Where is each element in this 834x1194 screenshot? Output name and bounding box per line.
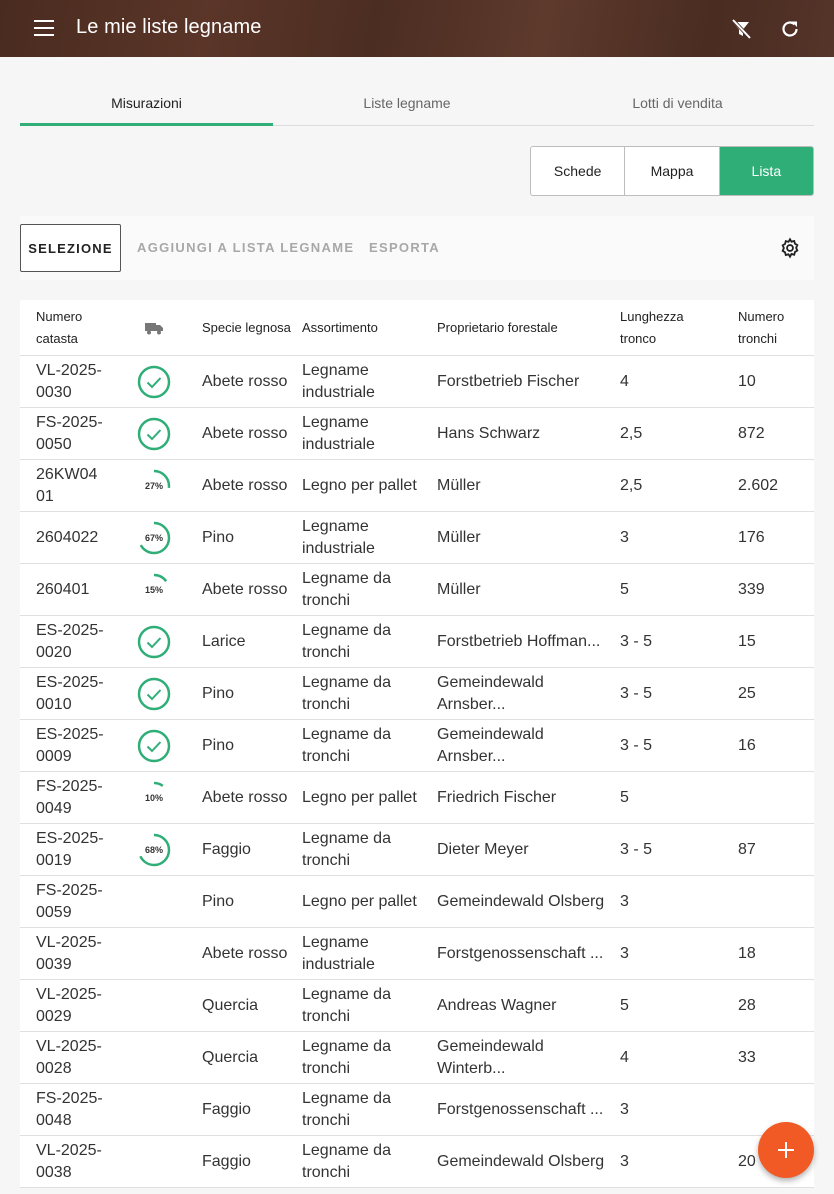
check-circle-icon <box>137 729 171 763</box>
status-cell <box>132 772 176 824</box>
truck-icon <box>145 321 163 335</box>
specie-cell: Faggio <box>202 841 251 858</box>
assortimento-cell: Legno per pallet <box>302 789 417 806</box>
specie-cell: Quercia <box>202 1049 259 1066</box>
view-mappa-button[interactable]: Mappa <box>625 147 719 195</box>
status-cell <box>132 720 176 772</box>
progress-ring <box>137 521 171 555</box>
specie-cell: Pino <box>202 529 235 546</box>
lunghezza-cell: 3 <box>620 1153 629 1170</box>
filter-off-icon[interactable] <box>729 17 753 41</box>
assortimento-cell: Legno per pallet <box>302 893 417 910</box>
assortimento-cell: Legname da tronchi <box>302 622 391 661</box>
numero-catasta-cell: FS-2025-0049 <box>36 778 103 817</box>
header-specie-legnosa[interactable]: Specie legnosa <box>202 320 291 335</box>
proprietario-cell: Gemeindewald Arnsber... <box>437 674 544 713</box>
tronchi-cell: 16 <box>738 737 756 754</box>
check-circle-icon <box>137 365 171 399</box>
numero-catasta-cell: FS-2025-0050 <box>36 414 103 453</box>
table-row[interactable] <box>20 460 814 512</box>
numero-catasta-cell: FS-2025-0059 <box>36 882 103 921</box>
progress-label: 68% <box>144 845 163 855</box>
tronchi-cell: 872 <box>738 425 765 442</box>
progress-ring <box>137 469 171 503</box>
tronchi-cell: 339 <box>738 581 765 598</box>
tronchi-cell: 28 <box>738 997 756 1014</box>
status-cell <box>132 1136 176 1188</box>
tronchi-cell <box>738 772 808 824</box>
status-cell <box>132 512 176 564</box>
table-row[interactable] <box>20 1032 814 1084</box>
refresh-icon[interactable] <box>778 17 802 41</box>
table-body <box>20 356 814 1188</box>
tab-liste-legname[interactable]: Liste legname <box>363 94 451 111</box>
menu-icon[interactable] <box>34 20 54 36</box>
add-to-list-button[interactable]: AGGIUNGI A LISTA LEGNAME <box>137 240 355 255</box>
progress-ring <box>137 573 171 607</box>
status-cell <box>132 460 176 512</box>
table-toolbar <box>20 216 814 280</box>
specie-cell: Abete rosso <box>202 373 288 390</box>
header-truck[interactable] <box>132 300 176 356</box>
assortimento-cell: Legname industriale <box>302 414 375 453</box>
table-row[interactable] <box>20 512 814 564</box>
table-row[interactable] <box>20 1084 814 1136</box>
lunghezza-cell: 3 - 5 <box>620 737 653 754</box>
table-row[interactable] <box>20 772 814 824</box>
view-toggle <box>530 146 814 196</box>
tronchi-cell: 20 <box>738 1153 756 1170</box>
header-lunghezza-tronco[interactable]: Lunghezza tronco <box>620 309 684 346</box>
tronchi-cell: 10 <box>738 373 756 390</box>
specie-cell: Abete rosso <box>202 945 288 962</box>
tab-bar <box>20 80 814 126</box>
specie-cell: Faggio <box>202 1101 251 1118</box>
lunghezza-cell: 3 - 5 <box>620 633 653 650</box>
progress-ring <box>137 833 171 867</box>
tronchi-cell: 176 <box>738 529 765 546</box>
proprietario-cell: Friedrich Fischer <box>437 789 557 806</box>
status-cell <box>132 1032 176 1084</box>
specie-cell: Abete rosso <box>202 789 288 806</box>
progress-label: 67% <box>144 533 163 543</box>
specie-cell: Larice <box>202 633 246 650</box>
progress-label: 15% <box>144 585 163 595</box>
numero-catasta-cell: VL-2025-0029 <box>36 986 102 1025</box>
numero-catasta-cell: 2604022 <box>36 529 99 546</box>
status-cell <box>132 876 176 928</box>
check-circle-icon <box>137 677 171 711</box>
lunghezza-cell: 4 <box>620 1049 629 1066</box>
export-button[interactable]: ESPORTA <box>369 240 440 255</box>
proprietario-cell: Hans Schwarz <box>437 425 541 442</box>
lunghezza-cell: 5 <box>620 789 629 806</box>
lunghezza-cell: 3 <box>620 529 629 546</box>
assortimento-cell: Legname da tronchi <box>302 570 391 609</box>
measurements-table <box>20 300 814 1188</box>
lunghezza-cell: 3 - 5 <box>620 841 653 858</box>
status-cell <box>132 564 176 616</box>
gear-icon[interactable] <box>779 237 801 259</box>
progress-ring <box>137 781 171 815</box>
assortimento-cell: Legname industriale <box>302 362 375 401</box>
table-row[interactable] <box>20 876 814 928</box>
table-row[interactable] <box>20 1136 814 1188</box>
table-row[interactable] <box>20 980 814 1032</box>
proprietario-cell: Forstbetrieb Fischer <box>437 373 580 390</box>
assortimento-cell: Legname da tronchi <box>302 1090 391 1129</box>
header-numero-catasta[interactable]: Numero catasta <box>36 309 83 346</box>
tab-misurazioni[interactable]: Misurazioni <box>111 94 182 111</box>
tronchi-cell <box>738 876 808 928</box>
assortimento-cell: Legname da tronchi <box>302 726 391 765</box>
assortimento-cell: Legname da tronchi <box>302 986 391 1025</box>
specie-cell: Pino <box>202 737 235 754</box>
status-cell <box>132 1084 176 1136</box>
table-row[interactable] <box>20 408 814 460</box>
header-numero-tronchi[interactable]: Numero tronchi <box>738 309 785 346</box>
tronchi-cell: 33 <box>738 1049 756 1066</box>
status-cell <box>132 980 176 1032</box>
assortimento-cell: Legno per pallet <box>302 477 417 494</box>
lunghezza-cell: 3 <box>620 1101 629 1118</box>
assortimento-cell: Legname da tronchi <box>302 674 391 713</box>
tronchi-cell: 18 <box>738 945 756 962</box>
header-assortimento[interactable]: Assortimento <box>302 320 378 335</box>
status-cell <box>132 356 176 408</box>
proprietario-cell: Dieter Meyer <box>437 841 529 858</box>
view-schede-button[interactable]: Schede <box>531 147 625 195</box>
proprietario-cell: Gemeindewald Winterb... <box>437 1038 544 1077</box>
numero-catasta-cell: VL-2025-0030 <box>36 362 102 401</box>
status-cell <box>132 928 176 980</box>
proprietario-cell: Forstgenossenschaft ... <box>437 945 604 962</box>
table-row[interactable] <box>20 616 814 668</box>
lunghezza-cell: 3 <box>620 945 629 962</box>
tab-lotti-di-vendita[interactable]: Lotti di vendita <box>632 94 723 111</box>
proprietario-cell: Müller <box>437 477 481 494</box>
lunghezza-cell: 2,5 <box>620 425 643 442</box>
proprietario-cell: Andreas Wagner <box>437 997 557 1014</box>
proprietario-cell: Forstbetrieb Hoffman... <box>437 633 601 650</box>
numero-catasta-cell: ES-2025-0009 <box>36 726 104 765</box>
proprietario-cell: Gemeindewald Olsberg <box>437 1153 605 1170</box>
header-proprietario-forestale[interactable]: Proprietario forestale <box>437 320 558 335</box>
table-row[interactable] <box>20 668 814 720</box>
check-circle-icon <box>137 625 171 659</box>
specie-cell: Faggio <box>202 1153 251 1170</box>
numero-catasta-cell: FS-2025-0048 <box>36 1090 103 1129</box>
page-title: Le mie liste legname <box>76 16 262 38</box>
numero-catasta-cell: VL-2025-0028 <box>36 1038 102 1077</box>
tronchi-cell: 15 <box>738 633 756 650</box>
status-cell <box>132 616 176 668</box>
tronchi-cell: 25 <box>738 685 756 702</box>
proprietario-cell: Müller <box>437 581 481 598</box>
assortimento-cell: Legname da tronchi <box>302 1038 391 1077</box>
lunghezza-cell: 3 - 5 <box>620 685 653 702</box>
proprietario-cell: Müller <box>437 529 481 546</box>
table-row[interactable] <box>20 564 814 616</box>
proprietario-cell: Gemeindewald Arnsber... <box>437 726 544 765</box>
app-bar <box>0 0 834 57</box>
view-lista-button[interactable]: Lista <box>720 147 813 195</box>
lunghezza-cell: 5 <box>620 581 629 598</box>
status-cell <box>132 668 176 720</box>
plus-icon <box>777 1141 795 1159</box>
numero-catasta-cell: ES-2025-0019 <box>36 830 104 869</box>
numero-catasta-cell: VL-2025-0039 <box>36 934 102 973</box>
add-fab-button[interactable] <box>758 1122 814 1178</box>
table-row[interactable] <box>20 824 814 876</box>
lunghezza-cell: 2,5 <box>620 477 643 494</box>
tronchi-cell: 87 <box>738 841 756 858</box>
assortimento-cell: Legname industriale <box>302 934 375 973</box>
proprietario-cell: Forstgenossenschaft ... <box>437 1101 604 1118</box>
specie-cell: Abete rosso <box>202 477 288 494</box>
progress-label: 27% <box>144 481 163 491</box>
specie-cell: Abete rosso <box>202 425 288 442</box>
assortimento-cell: Legname da tronchi <box>302 1142 391 1181</box>
specie-cell: Quercia <box>202 997 259 1014</box>
proprietario-cell: Gemeindewald Olsberg <box>437 893 605 910</box>
selection-button[interactable]: SELEZIONE <box>20 224 121 272</box>
numero-catasta-cell: VL-2025-0038 <box>36 1142 102 1181</box>
table-row[interactable] <box>20 720 814 772</box>
numero-catasta-cell: ES-2025-0020 <box>36 622 104 661</box>
numero-catasta-cell: 26KW04 01 <box>36 466 98 505</box>
table-row[interactable] <box>20 356 814 408</box>
specie-cell: Pino <box>202 893 235 910</box>
lunghezza-cell: 4 <box>620 373 629 390</box>
numero-catasta-cell: ES-2025-0010 <box>36 674 104 713</box>
tronchi-cell: 2.602 <box>738 477 779 494</box>
assortimento-cell: Legname da tronchi <box>302 830 391 869</box>
table-row[interactable] <box>20 928 814 980</box>
lunghezza-cell: 3 <box>620 893 629 910</box>
progress-label: 10% <box>144 793 163 803</box>
lunghezza-cell: 5 <box>620 997 629 1014</box>
status-cell <box>132 408 176 460</box>
numero-catasta-cell: 260401 <box>36 581 90 598</box>
check-circle-icon <box>137 417 171 451</box>
specie-cell: Abete rosso <box>202 581 288 598</box>
table-header <box>20 300 814 356</box>
specie-cell: Pino <box>202 685 235 702</box>
assortimento-cell: Legname industriale <box>302 518 375 557</box>
status-cell <box>132 824 176 876</box>
active-tab-indicator <box>20 123 273 126</box>
